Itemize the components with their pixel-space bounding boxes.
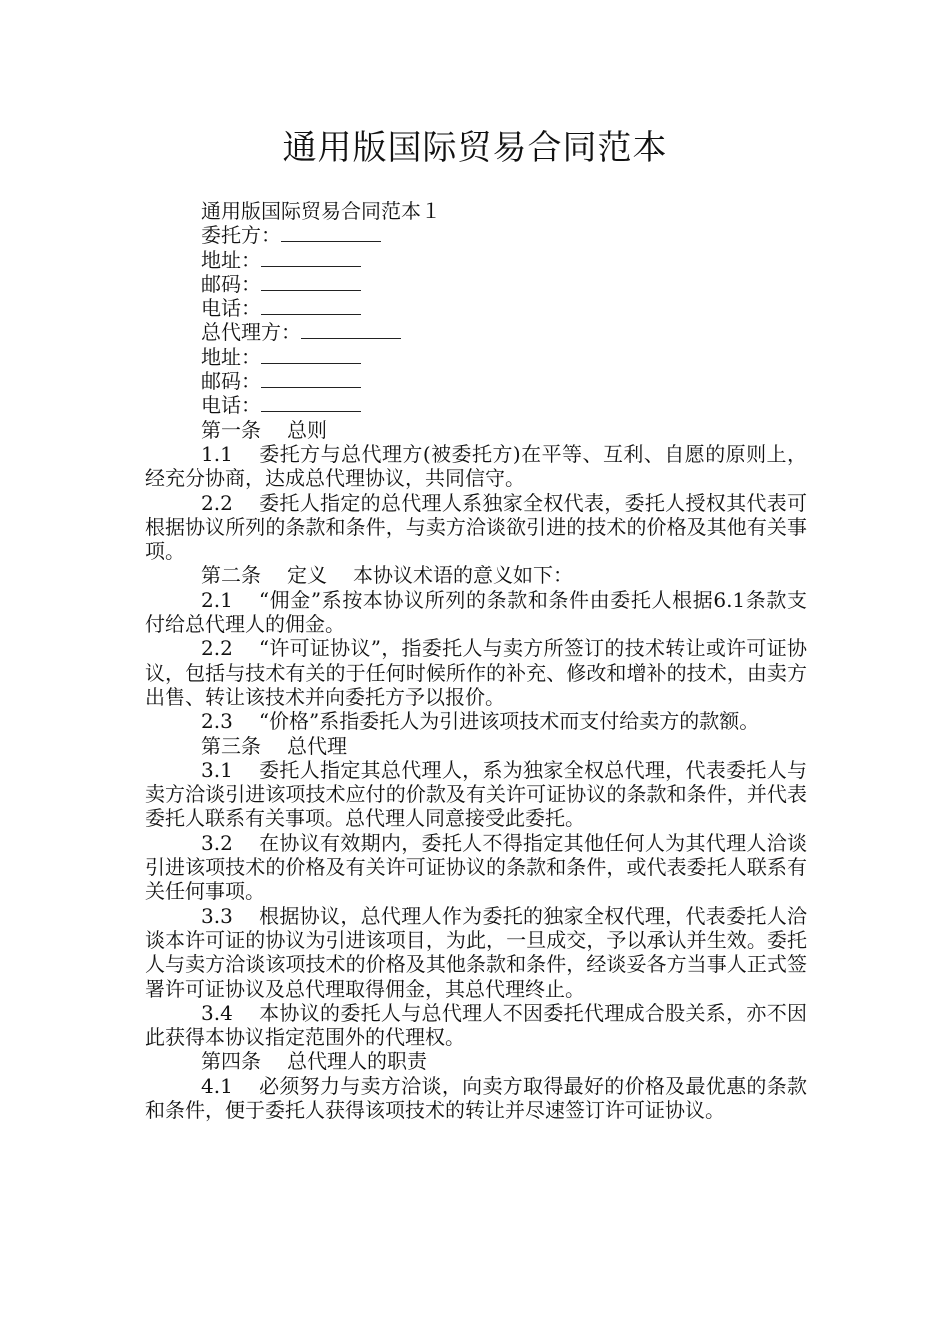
field-client-phone (145, 296, 807, 320)
field-label: 总代理方： (201, 320, 301, 345)
article-1-heading (145, 418, 807, 442)
field-client (145, 223, 807, 247)
clause-text: 委托人指定其总代理人，系为独家全权总代理，代表委托人与卖方洽谈引进该项技术应付的价款及有关许可证协议的条款和条件，并代表委托人联系有关事项。总代理人同意接受此委托。 (145, 757, 807, 831)
blank-line (261, 296, 361, 315)
article-number: 第一条 (201, 417, 261, 442)
clause-number: 1.1 (201, 441, 233, 466)
field-agent-address (145, 345, 807, 369)
article-4-heading (145, 1049, 807, 1073)
blank-line (261, 248, 361, 267)
clause-text: 委托方与总代理方(被委托方)在平等、互利、自愿的原则上，经充分协商，达成总代理协议，共同信守。 (145, 441, 807, 491)
blank-line (261, 345, 361, 364)
field-label: 地址： (201, 344, 261, 369)
blank-line (281, 223, 381, 242)
clause-2-1 (145, 588, 807, 637)
field-agent (145, 320, 807, 344)
article-2-heading (145, 563, 807, 587)
blank-line (261, 272, 361, 291)
document-body (145, 199, 807, 1122)
field-label: 邮码： (201, 271, 261, 296)
clause-text: “佣金”系按本协议所列的条款和条件由委托人根据6.1条款支付给总代理人的佣金。 (145, 587, 807, 637)
field-client-address (145, 248, 807, 272)
clause-3-3 (145, 904, 807, 1001)
document-title: 通用版国际贸易合同范本 (282, 128, 668, 168)
field-label: 邮码： (201, 369, 261, 394)
field-label: 电话： (201, 393, 261, 418)
field-label: 地址： (201, 247, 261, 272)
clause-4-1 (145, 1074, 807, 1123)
clause-1-2 (145, 491, 807, 564)
article-extra: 本协议术语的意义如下： (353, 563, 573, 588)
field-agent-postcode (145, 369, 807, 393)
article-number: 第四条 (201, 1049, 261, 1074)
blank-line (261, 369, 361, 388)
article-number: 第三条 (201, 733, 261, 758)
clause-number: 2.2 (201, 636, 233, 661)
clause-1-1 (145, 442, 807, 491)
field-agent-phone (145, 393, 807, 417)
clause-text: 委托人指定的总代理人系独家全权代表，委托人授权其代表可根据协议所列的条款和条件，与卖方洽谈欲引进的技术的价格及其他有关事项。 (145, 490, 807, 564)
clause-text: 必须努力与卖方洽谈，向卖方取得最好的价格及最优惠的条款和条件，便于委托人获得该项技术的转让并尽速签订许可证协议。 (145, 1073, 807, 1122)
subtitle: 通用版国际贸易合同范本１ (201, 199, 441, 223)
clause-number: 2.3 (201, 709, 233, 734)
clause-number: 3.3 (201, 903, 233, 928)
clause-number: 2.2 (201, 490, 233, 515)
clause-text: 本协议的委托人与总代理人不因委托代理成合股关系，亦不因此获得本协议指定范围外的代理权。 (145, 1000, 807, 1050)
clause-text: “许可证协议”，指委托人与卖方所签订的技术转让或许可证协议，包括与技术有关的于任何时候所作的补充、修改和增补的技术，由卖方出售、转让该技术并向委托方予以报价。 (145, 636, 807, 709)
article-title: 总则 (287, 417, 327, 442)
field-client-postcode (145, 272, 807, 296)
article-number: 第二条 (201, 563, 261, 588)
blank-line (301, 320, 401, 339)
article-title: 总代理 (287, 733, 347, 758)
clause-text: “价格”系指委托人为引进该项技术而支付给卖方的款额。 (258, 709, 760, 734)
clause-number: 3.4 (201, 1000, 233, 1025)
clause-3-2 (145, 831, 807, 904)
clause-text: 在协议有效期内，委托人不得指定其他任何人为其代理人洽谈引进该项技术的价格及有关许可证协议的条款和条件，或代表委托人联系有关任何事项。 (145, 830, 807, 904)
clause-2-3 (145, 709, 807, 733)
blank-line (261, 393, 361, 412)
clause-number: 3.1 (201, 757, 233, 782)
clause-2-2 (145, 636, 807, 709)
clause-3-4 (145, 1001, 807, 1050)
article-title: 总代理人的职责 (287, 1049, 427, 1074)
clause-number: 2.1 (201, 587, 233, 612)
article-3-heading (145, 734, 807, 758)
clause-text: 根据协议，总代理人作为委托的独家全权代理，代表委托人洽谈本许可证的协议为引进该项目，为此，一旦成交，予以承认并生效。委托人与卖方洽谈该项技术的价格及其他条款和条件，经谈妥各方当事人正式签署许可证协议及总代理取得佣金，其总代理终止。 (145, 903, 807, 1001)
clause-number: 4.1 (201, 1073, 233, 1098)
field-label: 电话： (201, 296, 261, 321)
clause-number: 3.2 (201, 830, 233, 855)
article-title: 定义 (287, 563, 327, 588)
clause-3-1 (145, 758, 807, 831)
field-label: 委托方： (201, 223, 281, 248)
